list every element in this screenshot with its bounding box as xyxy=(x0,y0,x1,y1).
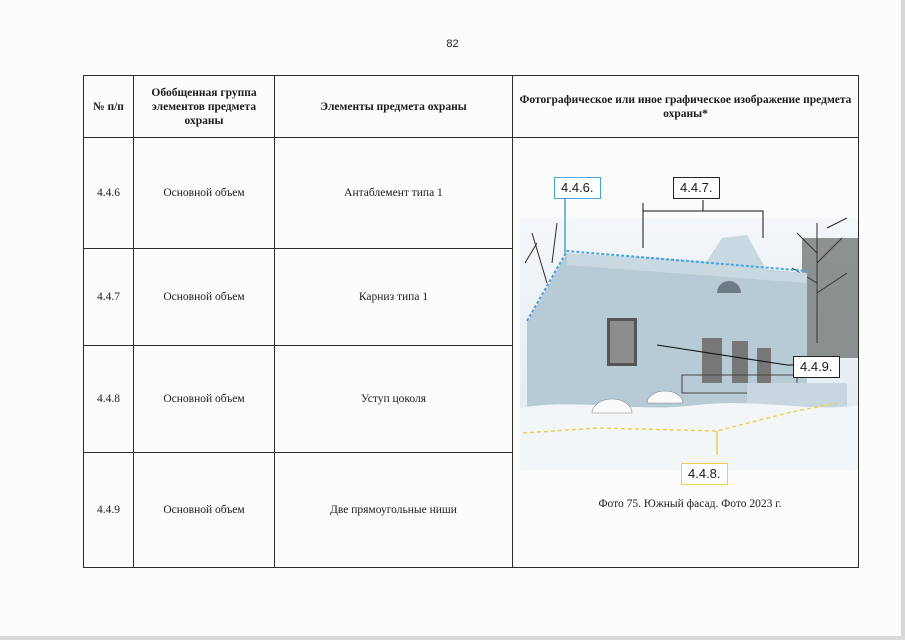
row-number: 4.4.8 xyxy=(84,346,134,453)
row-group: Основной объем xyxy=(134,453,275,568)
photo-cell xyxy=(513,138,859,568)
row-group: Основной объем xyxy=(134,138,275,249)
table-header-row xyxy=(84,76,859,138)
page-number: 82 xyxy=(446,38,459,50)
label-4-4-8: 4.4.8. xyxy=(681,463,728,485)
row-group: Основной объем xyxy=(134,346,275,453)
label-4-4-6: 4.4.6. xyxy=(554,177,601,199)
row-number: 4.4.7 xyxy=(84,249,134,346)
row-element: Антаблемент типа 1 xyxy=(275,138,513,249)
snow xyxy=(520,403,858,470)
row-group: Основной объем xyxy=(134,249,275,346)
table-row xyxy=(84,138,859,249)
header-photo: Фотографическое или иное графическое изображение предмета охраны* xyxy=(513,76,859,138)
scan-edge-right xyxy=(901,0,905,640)
scan-edge-bottom xyxy=(0,636,905,640)
header-number: № п/п xyxy=(84,76,134,138)
label-4-4-9: 4.4.9. xyxy=(793,356,840,378)
photo-caption: Фото 75. Южный фасад. Фото 2023 г. xyxy=(598,497,782,510)
header-elements: Элементы предмета охраны xyxy=(275,76,513,138)
row-element: Карниз типа 1 xyxy=(275,249,513,346)
protection-elements-table xyxy=(83,75,859,568)
row-number: 4.4.9 xyxy=(84,453,134,568)
header-group: Обобщенная группа элементов предмета охраны xyxy=(134,76,275,138)
label-4-4-7: 4.4.7. xyxy=(673,177,720,199)
row-element: Уступ цоколя xyxy=(275,346,513,453)
row-number: 4.4.6 xyxy=(84,138,134,249)
row-element: Две прямоугольные ниши xyxy=(275,453,513,568)
